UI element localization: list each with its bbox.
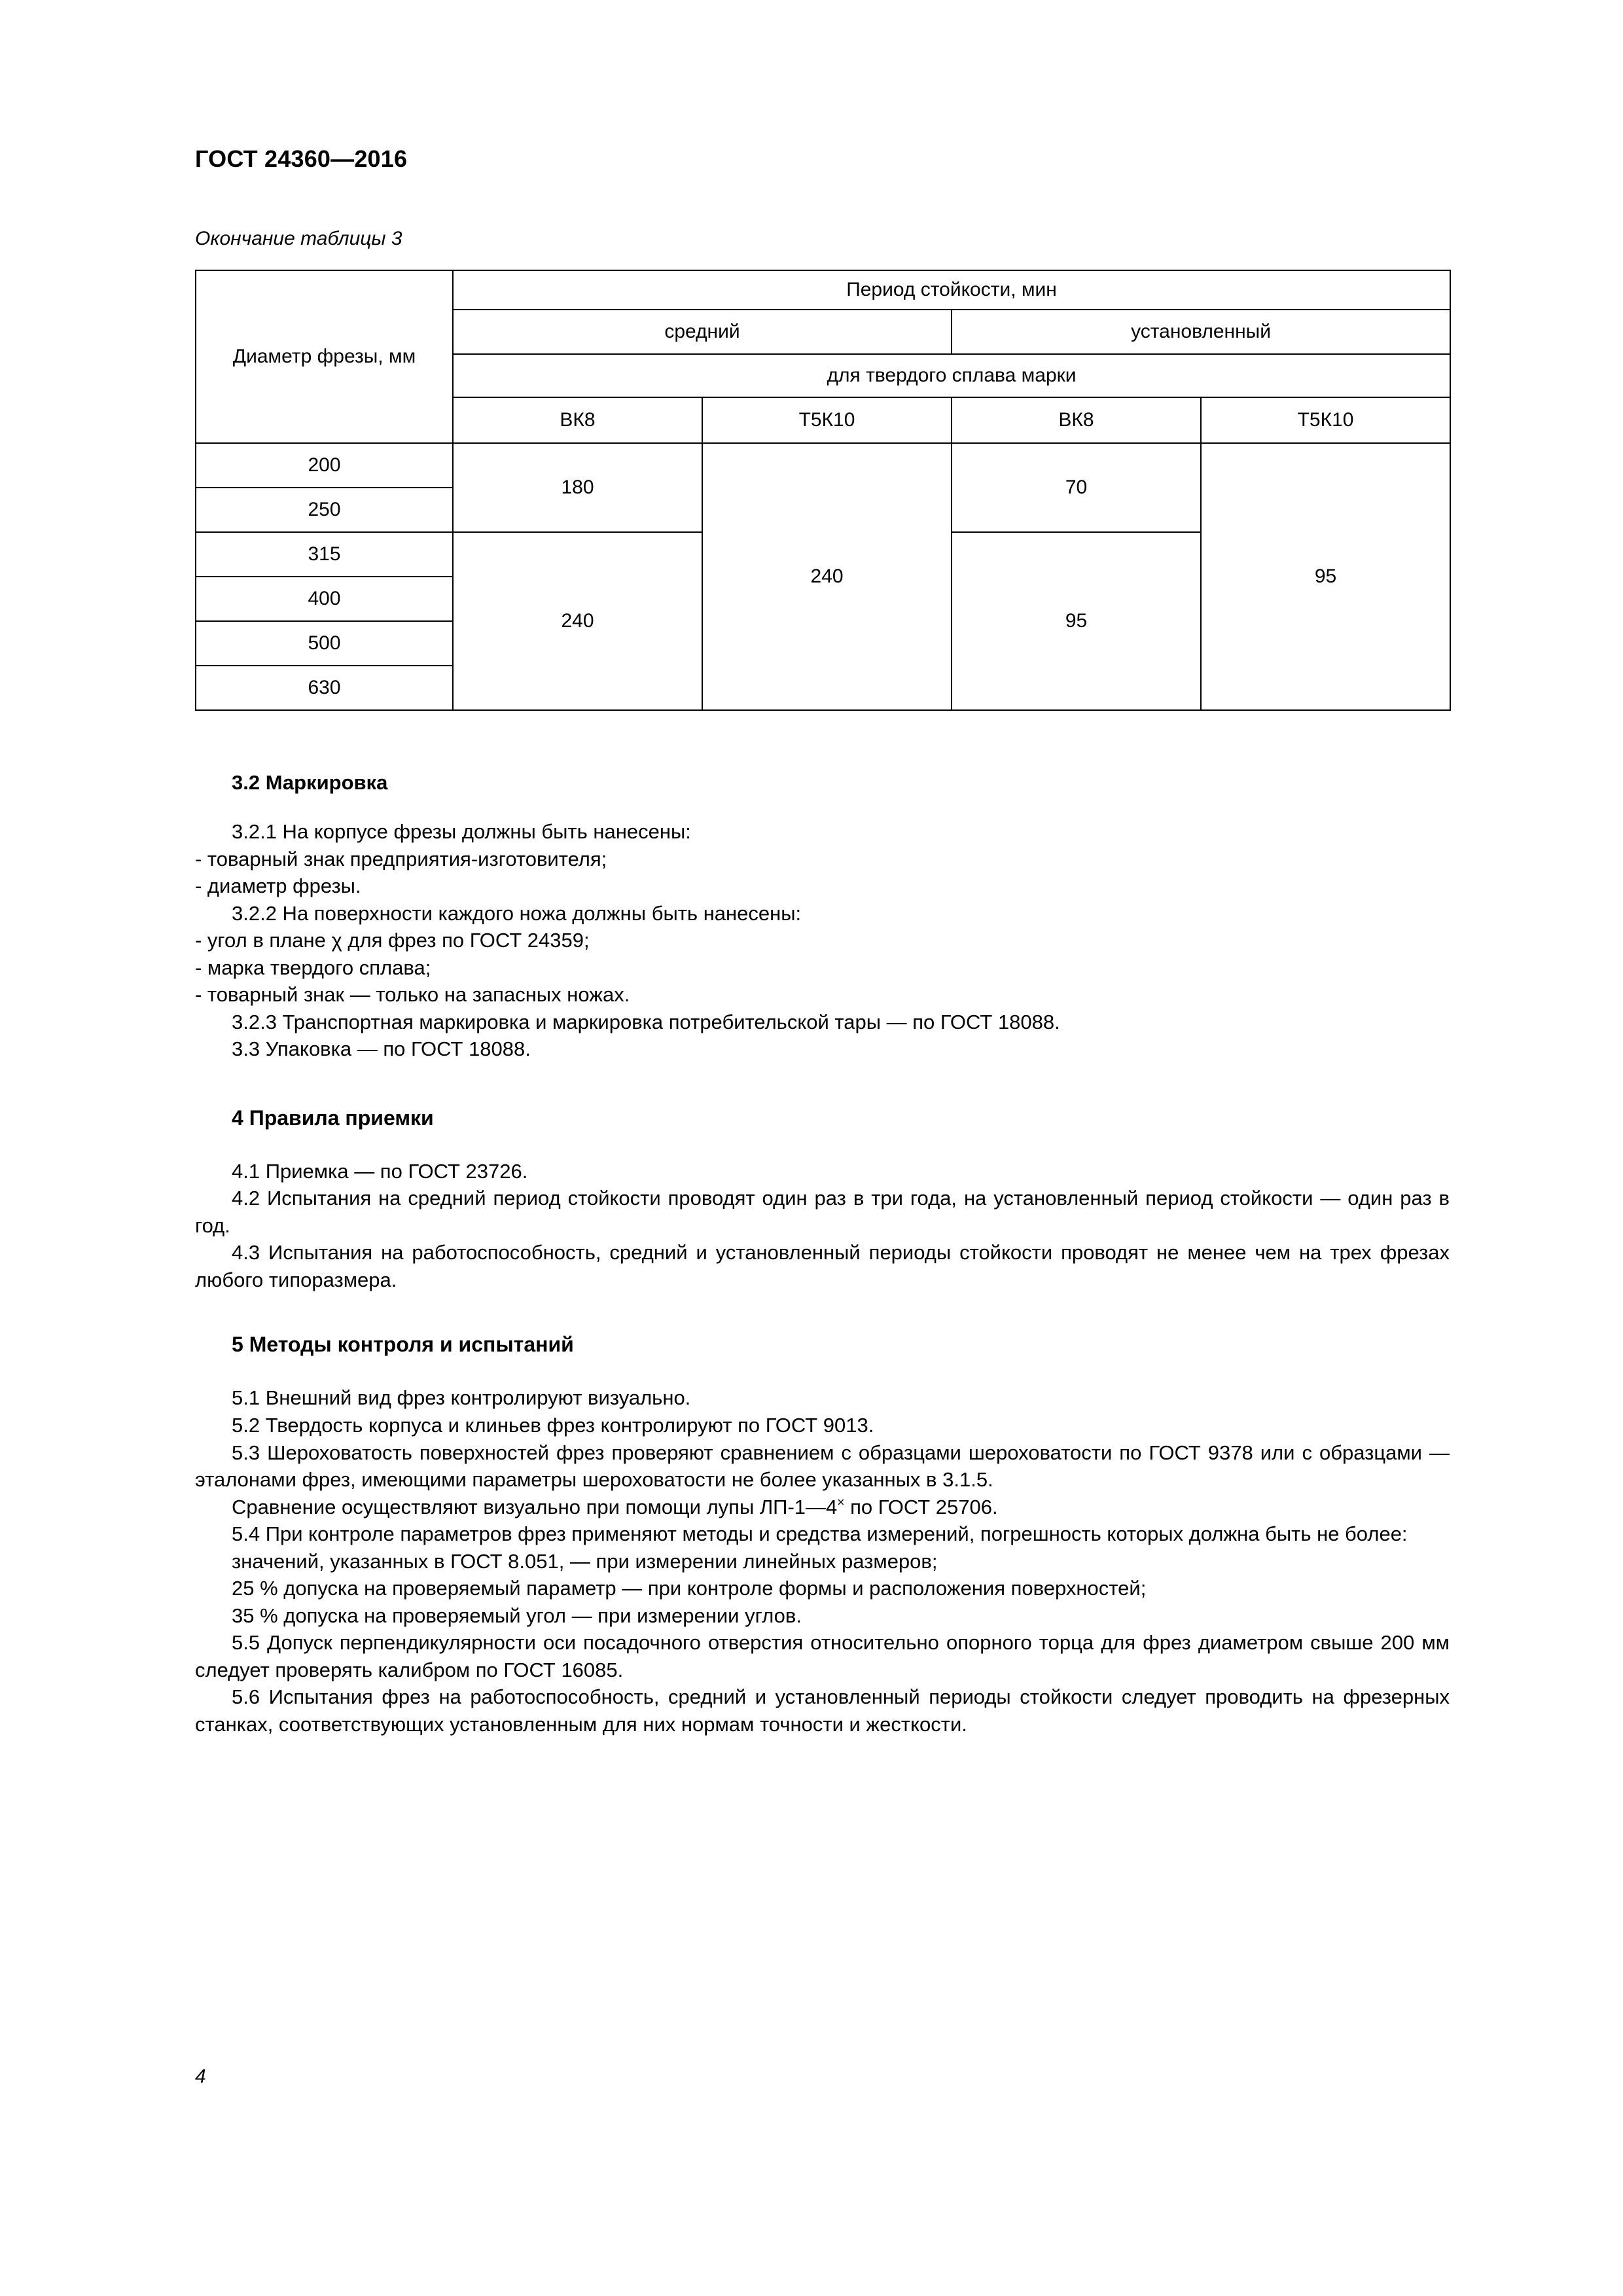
comparison-text-pre: Сравнение осуществляют визуально при помощи лупы ЛП-1—4	[232, 1495, 838, 1518]
table-header-established: установленный	[952, 310, 1450, 354]
durability-table	[195, 270, 1451, 711]
multiplication-superscript: ×	[837, 1496, 845, 1510]
page-number: 4	[195, 2066, 206, 2087]
table-cell-avg-vk8-group1: 180	[453, 443, 702, 532]
table-header-grade-set-vk8: ВК8	[952, 397, 1201, 443]
chi-symbol: χ	[331, 929, 342, 952]
table-header-alloy-grade-label: для твердого сплава марки	[453, 354, 1450, 397]
paragraph-5-6: 5.6 Испытания фрез на работоспособность, средний и установленный периоды стойкости следует проводить на фрезерных станках, соответствующих установленным для них нормам точности и жесткости.	[195, 1685, 1450, 1736]
table-cell-diameter: 400	[196, 577, 453, 621]
table-header-row-title	[196, 270, 1450, 310]
bullet-plan-angle	[195, 927, 1450, 954]
table-cell-avg-t5k10: 240	[702, 443, 952, 710]
paragraph-4-2: 4.2 Испытания на средний период стойкости проводят один раз в три года, на установленный период стойкости — один раз в год.	[195, 1187, 1450, 1237]
table-cell-diameter: 200	[196, 443, 453, 488]
heading-5: 5 Методы контроля и испытаний	[232, 1333, 574, 1357]
paragraph-5-3-comparison	[195, 1494, 1450, 1521]
table-cell-diameter: 315	[196, 532, 453, 577]
paragraph-4-3: 4.3 Испытания на работоспособность, средний и установленный периоды стойкости проводят не менее чем на трех фрезах любого типоразмера.	[195, 1241, 1450, 1291]
bullet-trademark-spare: - товарный знак — только на запасных ножах.	[195, 983, 630, 1007]
paragraph-4-1: 4.1 Приемка — по ГОСТ 23726.	[232, 1159, 528, 1183]
table-cell-diameter: 630	[196, 666, 453, 710]
table-cell-diameter: 500	[196, 621, 453, 666]
table-row	[196, 443, 1450, 488]
table-cell-avg-vk8-group2: 240	[453, 532, 702, 710]
paragraph-5-3: 5.3 Шероховатость поверхностей фрез проверяют сравнением с образцами шероховатости по ГОСТ 9378 или с образцами — эталонами фрез, имеющими параметры шероховатости не более указанных в 3.1.5.	[195, 1441, 1450, 1492]
bullet-alloy-grade: - марка твердого сплава;	[195, 956, 431, 979]
paragraph-3-2-1: 3.2.1 На корпусе фрезы должны быть нанесены:	[232, 820, 691, 843]
table-cell-diameter: 250	[196, 488, 453, 532]
paragraph-5-1: 5.1 Внешний вид фрез контролируют визуально.	[232, 1386, 691, 1410]
paragraph-5-4-a: значений, указанных в ГОСТ 8.051, — при измерении линейных размеров;	[232, 1549, 938, 1573]
paragraph-5-4-b: 25 % допуска на проверяемый параметр — при контроле формы и расположения поверхностей;	[232, 1577, 1147, 1600]
table-header-group-title: Период стойкости, мин	[453, 270, 1450, 310]
paragraph-5-4-c: 35 % допуска на проверяемый угол — при измерении углов.	[232, 1604, 802, 1627]
heading-4: 4 Правила приемки	[232, 1105, 434, 1130]
comparison-text-post: по ГОСТ 25706.	[844, 1495, 998, 1518]
table-cell-set-vk8-group1: 70	[952, 443, 1201, 532]
table-header-grade-avg-t5k10: Т5К10	[702, 397, 952, 443]
document-body	[195, 771, 1450, 1738]
paragraph-3-3: 3.3 Упаковка — по ГОСТ 18088.	[232, 1037, 531, 1061]
table-header-diameter: Диаметр фрезы, мм	[196, 270, 453, 443]
table-caption: Окончание таблицы 3	[195, 228, 402, 249]
table-cell-set-t5k10: 95	[1201, 443, 1450, 710]
paragraph-3-2-3: 3.2.3 Транспортная маркировка и маркировка потребительской тары — по ГОСТ 18088.	[232, 1010, 1060, 1033]
bullet-plan-angle-post: для фрез по ГОСТ 24359;	[342, 929, 590, 952]
paragraph-5-5: 5.5 Допуск перпендикулярности оси посадочного отверстия относительно опорного торца для фрез диаметром свыше 200 мм следует проверять калибром по ГОСТ 16085.	[195, 1631, 1450, 1681]
bullet-plan-angle-pre: - угол в плане	[195, 929, 332, 952]
bullet-diameter: - диаметр фрезы.	[195, 874, 361, 898]
heading-3-2: 3.2 Маркировка	[232, 771, 388, 794]
table-header-grade-set-t5k10: Т5К10	[1201, 397, 1450, 443]
table-header-grade-avg-vk8: ВК8	[453, 397, 702, 443]
paragraph-3-2-2: 3.2.2 На поверхности каждого ножа должны быть нанесены:	[232, 901, 802, 925]
paragraph-5-4: 5.4 При контроле параметров фрез применяют методы и средства измерений, погрешность которых должна быть не более:	[232, 1522, 1408, 1546]
bullet-trademark: - товарный знак предприятия-изготовителя;	[195, 847, 607, 870]
paragraph-5-2: 5.2 Твердость корпуса и клиньев фрез контролируют по ГОСТ 9013.	[232, 1413, 874, 1437]
table-cell-set-vk8-group2: 95	[952, 532, 1201, 710]
durability-table-wrapper	[195, 270, 1450, 711]
document-header-standard-number: ГОСТ 24360—2016	[195, 145, 408, 172]
table-header-average: средний	[453, 310, 952, 354]
